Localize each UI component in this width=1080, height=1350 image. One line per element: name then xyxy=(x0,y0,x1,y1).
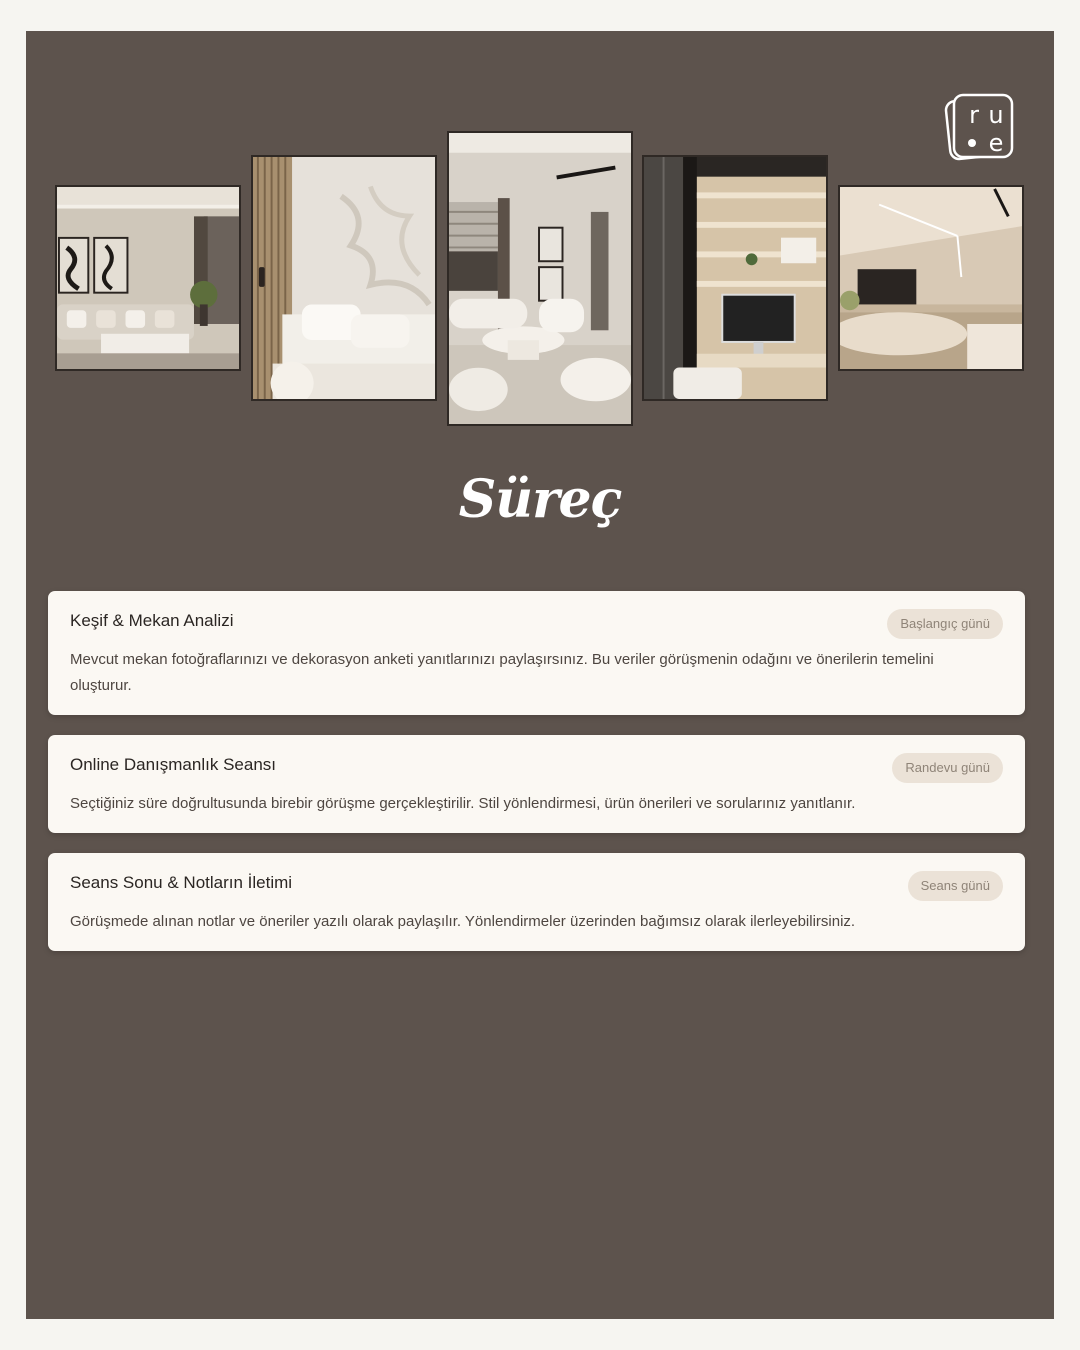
step-title: Online Danışmanlık Seansı xyxy=(70,755,276,774)
step-description: Seçtiğiniz süre doğrultusunda birebir görüşme gerçekleştirilir. Stil yönlendirmesi, ürün önerileri ve sorularınız yanıtlanır. xyxy=(70,795,856,812)
gallery-photo-bedroom[interactable] xyxy=(251,155,437,401)
step-timing-badge: Başlangıç günü xyxy=(887,609,1003,639)
lounge-photo-icon xyxy=(449,133,631,424)
logo-icon xyxy=(944,91,1016,163)
step-card-online-session xyxy=(48,735,1025,833)
bedroom-photo-icon xyxy=(253,157,435,399)
step-description: Mevcut mekan fotoğraflarınızı ve dekorasyon anketi yanıtlarınızı paylaşırsınız. Bu veriler görüşmenin odağını ve önerilerin temelini oluşturur. xyxy=(70,651,934,694)
step-timing-badge: Seans günü xyxy=(908,871,1003,901)
gallery-photo-living-room[interactable] xyxy=(55,185,241,371)
step-card-discovery xyxy=(48,591,1025,715)
step-description: Görüşmede alınan notlar ve öneriler yazılı olarak paylaşılır. Yönlendirmeler üzerinden bağımsız olarak ilerleyebilirsiniz. xyxy=(70,913,856,930)
living-room-photo-icon xyxy=(57,187,239,369)
tv-room-photo-icon xyxy=(840,187,1022,369)
brand-logo[interactable] xyxy=(944,91,1016,163)
gallery-photo-tv-room[interactable] xyxy=(838,185,1024,371)
section-title: Süreç xyxy=(458,469,622,530)
step-title: Seans Sonu & Notların İletimi xyxy=(70,873,293,892)
gallery-photo-lounge[interactable] xyxy=(447,131,633,426)
main-panel xyxy=(26,31,1054,1319)
logo-letter-r: r xyxy=(969,101,979,129)
logo-dot xyxy=(968,139,976,147)
logo-letter-e: e xyxy=(988,129,1004,157)
gallery-photo-office[interactable] xyxy=(642,155,828,401)
step-timing-badge: Randevu günü xyxy=(892,753,1003,783)
step-card-session-notes xyxy=(48,853,1025,951)
logo-letter-u: u xyxy=(988,101,1004,129)
step-title: Keşif & Mekan Analizi xyxy=(70,611,234,630)
office-photo-icon xyxy=(644,157,826,399)
